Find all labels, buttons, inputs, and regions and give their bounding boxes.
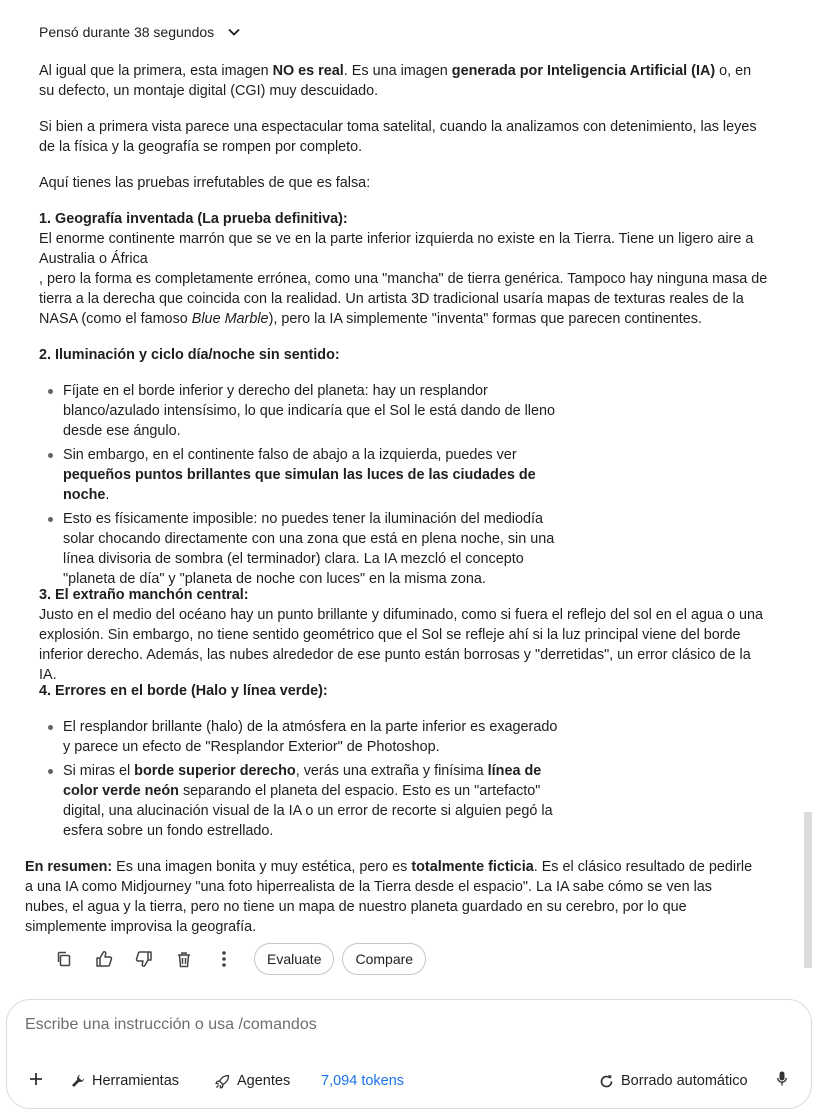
copy-button[interactable] (44, 943, 84, 975)
thumbs-down-icon (135, 950, 153, 968)
wrench-icon (71, 1074, 85, 1088)
rocket-icon (215, 1074, 230, 1089)
thought-toggle[interactable] (39, 22, 240, 42)
section-3-heading: 3. El extraño manchón central: (39, 587, 249, 603)
list-item: Fíjate en el borde inferior y derecho del planeta: hay un resplandor blanco/azulado intensísimo, lo que indicaría que el Sol le está dando de lleno desde ese ángulo. (39, 381, 559, 441)
section-1-heading: 1. Geografía inventada (La prueba definitiva): (39, 211, 348, 227)
add-button[interactable] (29, 1072, 43, 1091)
trash-icon (176, 951, 192, 968)
section-2-list (39, 381, 559, 593)
evaluate-button[interactable]: Evaluate (254, 943, 334, 975)
plus-icon (29, 1072, 43, 1086)
thumbs-down-button[interactable] (124, 943, 164, 975)
more-options-button[interactable] (204, 943, 244, 975)
section-1 (39, 209, 769, 329)
autodelete-button[interactable]: Borrado automático (599, 1073, 748, 1089)
paragraph-2: Si bien a primera vista parece una espectacular toma satelital, cuando la analizamos con detenimiento, las leyes de la física y la geografía se rompen por completo. (39, 119, 757, 155)
agents-button[interactable]: Agentes (215, 1073, 290, 1089)
list-item: Esto es físicamente imposible: no puedes tener la iluminación del mediodía solar chocando directamente con una zona que está en plena noche, sin una línea divisoria de sombra (el terminador) clara. La IA mezcló el concepto "planeta de día" y "planeta de noche con luces" en la misma zona. (39, 509, 559, 589)
section-1-line1: El enorme continente marrón que se ve en la parte inferior izquierda no existe en la Tierra. Tiene un ligero aire a Australia o África (39, 231, 754, 267)
prompt-input[interactable] (25, 1016, 725, 1034)
intro-paragraph: Al igual que la primera, esta imagen NO es real. Es una imagen generada por Inteligencia Artificial (IA) o, en su defecto, un montaje digital (CGI) muy descuidado. (39, 63, 752, 99)
microphone-button[interactable] (777, 1071, 787, 1091)
compare-button[interactable]: Compare (342, 943, 426, 975)
section-3 (39, 585, 769, 685)
section-2-heading: 2. Iluminación y ciclo día/noche sin sentido: (39, 347, 340, 363)
response-actions (44, 943, 426, 975)
thought-label: Pensó durante 38 segundos (39, 24, 215, 40)
paragraph-3: Aquí tienes las pruebas irrefutables de que es falsa: (39, 175, 371, 191)
more-vert-icon (222, 951, 226, 967)
thumbs-up-button[interactable] (84, 943, 124, 975)
list-item: Si miras el borde superior derecho, verás una extraña y finísima línea de color verde neón separando el planeta del espacio. Esto es un "artefacto" digital, una alucinación visual de la IA o un error de recorte si alguien pegó la esfera sobre un fondo estrellado. (39, 761, 559, 841)
list-item: El resplandor brillante (halo) de la atmósfera en la parte inferior es exagerado y parece un efecto de "Resplandor Exterior" de Photoshop. (39, 717, 559, 757)
chevron-down-icon (228, 28, 240, 36)
composer-toolbar (7, 1066, 811, 1096)
section-1-line2: , pero la forma es completamente errónea, como una "mancha" de tierra genérica. Tampoco hay ninguna masa de tierra a la derecha que coincida con la realidad. Un artista 3D tradicional usaría mapas de texturas reales de la NASA (como el famoso Blue Marble), pero la IA simplemente "inventa" formas que parecen continentes. (39, 271, 768, 327)
section-3-body: Justo en el medio del océano hay un punto brillante y difuminado, como si fuera el reflejo del sol en el agua o una explosión. Sin embargo, no tiene sentido geométrico que el Sol se refleje ahí si la luz principal viene del borde inferior derecho. Además, las nubes alrededor de ese punto están borrosas y "derretidas", un error clásico de la IA. (39, 607, 763, 683)
refresh-icon (599, 1074, 614, 1089)
microphone-icon (777, 1071, 787, 1086)
token-count[interactable]: 7,094 tokens (321, 1073, 405, 1089)
copy-icon (56, 951, 72, 967)
tools-button[interactable]: Herramientas (71, 1073, 179, 1089)
list-item: Sin embargo, en el continente falso de abajo a la izquierda, puedes ver pequeños puntos brillantes que simulan las luces de las ciudades de noche. (39, 445, 559, 505)
scrollbar-thumb[interactable] (804, 812, 812, 968)
section-4-list (39, 717, 559, 845)
prompt-composer (6, 999, 812, 1109)
thumbs-up-icon (95, 950, 113, 968)
section-4-heading: 4. Errores en el borde (Halo y línea verde): (39, 683, 328, 699)
summary-paragraph: En resumen: Es una imagen bonita y muy estética, pero es totalmente ficticia. Es el clásico resultado de pedirle a una IA como Midjourney "una foto hiperrealista de la Tierra desde el espacio". La IA sabe cómo se ven las nubes, el agua y la tierra, pero no tiene un mapa de nuestro planeta guardado en su cerebro, por lo que simplemente improvisa la geografía. (25, 859, 753, 935)
delete-button[interactable] (164, 943, 204, 975)
